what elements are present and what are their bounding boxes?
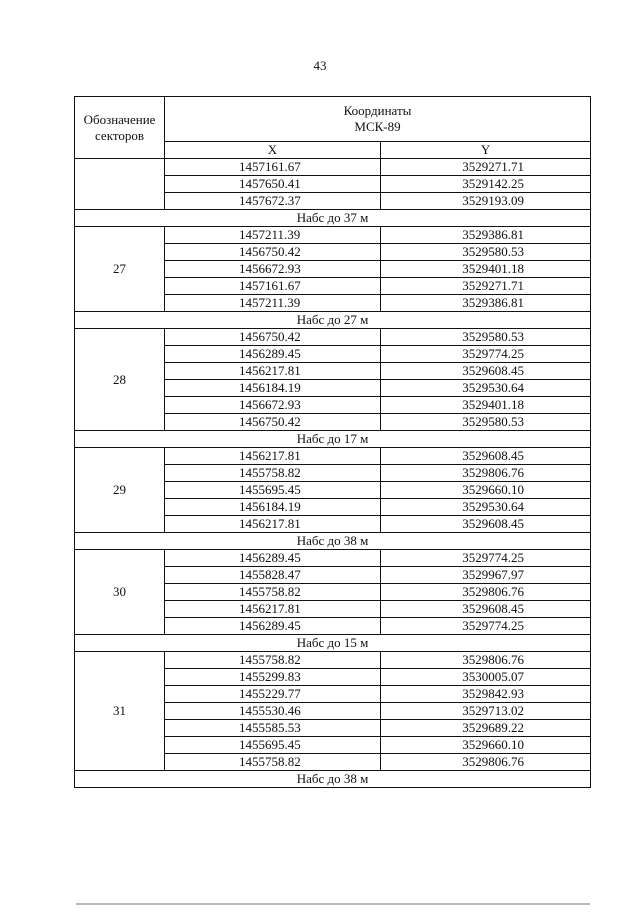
y-coordinate: 3529806.76 [381,584,591,601]
table-row [75,652,591,669]
coordinates-header [165,97,591,142]
depth-note: Набс до 38 м [75,533,591,550]
x-coordinate: 1457211.39 [165,295,381,312]
y-coordinate: 3529713.02 [381,703,591,720]
scan-edge-line [76,903,590,905]
y-coordinate: 3529806.76 [381,652,591,669]
x-coordinate: 1455299.83 [165,669,381,686]
depth-note-row [75,312,591,329]
table-row [75,227,591,244]
header-row [75,97,591,142]
y-coordinate: 3529580.53 [381,329,591,346]
y-coordinate: 3529271.71 [381,278,591,295]
x-coordinate: 1457211.39 [165,227,381,244]
y-header: Y [381,142,591,159]
table-row [75,159,591,176]
y-coordinate: 3529608.45 [381,363,591,380]
x-header: X [165,142,381,159]
y-coordinate: 3529401.18 [381,261,591,278]
sector-id: 30 [75,550,165,635]
sector-id: 28 [75,329,165,431]
depth-note: Набс до 27 м [75,312,591,329]
y-coordinate: 3529774.25 [381,618,591,635]
x-coordinate: 1456217.81 [165,601,381,618]
x-coordinate: 1455758.82 [165,584,381,601]
x-coordinate: 1455229.77 [165,686,381,703]
x-coordinate: 1456289.45 [165,618,381,635]
x-coordinate: 1455695.45 [165,482,381,499]
y-coordinate: 3529386.81 [381,295,591,312]
table-row [75,550,591,567]
y-coordinate: 3529608.45 [381,516,591,533]
y-coordinate: 3529193.09 [381,193,591,210]
y-coordinate: 3529967.97 [381,567,591,584]
y-coordinate: 3529806.76 [381,465,591,482]
x-coordinate: 1457161.67 [165,278,381,295]
y-coordinate: 3529401.18 [381,397,591,414]
y-coordinate: 3529580.53 [381,414,591,431]
x-coordinate: 1456750.42 [165,329,381,346]
x-coordinate: 1456289.45 [165,346,381,363]
sector-id: 29 [75,448,165,533]
depth-note: Набс до 38 м [75,771,591,788]
page-number: 43 [313,58,327,73]
depth-note: Набс до 17 м [75,431,591,448]
depth-note-row [75,771,591,788]
y-coordinate: 3529660.10 [381,482,591,499]
x-coordinate: 1455758.82 [165,465,381,482]
table-row [75,448,591,465]
y-coordinate: 3529774.25 [381,346,591,363]
x-coordinate: 1455585.53 [165,720,381,737]
y-coordinate: 3529530.64 [381,499,591,516]
table-body [75,97,591,788]
depth-note-row [75,431,591,448]
depth-note-row [75,635,591,652]
x-coordinate: 1455695.45 [165,737,381,754]
y-coordinate: 3529386.81 [381,227,591,244]
coordinate-system: МСК-89 [354,119,401,134]
x-coordinate: 1455758.82 [165,652,381,669]
x-coordinate: 1457161.67 [165,159,381,176]
coordinates-title: Координаты [343,103,412,118]
sector-id: 31 [75,652,165,771]
y-coordinate: 3529580.53 [381,244,591,261]
depth-note-row [75,533,591,550]
x-coordinate: 1455828.47 [165,567,381,584]
y-coordinate: 3529142.25 [381,176,591,193]
sector-id [75,159,165,210]
y-coordinate: 3529608.45 [381,448,591,465]
x-coordinate: 1455530.46 [165,703,381,720]
x-coordinate: 1456672.93 [165,397,381,414]
depth-note-row [75,210,591,227]
x-coordinate: 1456217.81 [165,363,381,380]
x-coordinate: 1456184.19 [165,380,381,397]
x-coordinate: 1456217.81 [165,448,381,465]
y-coordinate: 3529689.22 [381,720,591,737]
y-coordinate: 3529608.45 [381,601,591,618]
depth-note: Набс до 37 м [75,210,591,227]
x-coordinate: 1456672.93 [165,261,381,278]
y-coordinate: 3529806.76 [381,754,591,771]
x-coordinate: 1456750.42 [165,244,381,261]
x-coordinate: 1456750.42 [165,414,381,431]
x-coordinate: 1455758.82 [165,754,381,771]
y-coordinate: 3529660.10 [381,737,591,754]
depth-note: Набс до 15 м [75,635,591,652]
sector-header: Обозначение секторов [75,97,165,159]
sector-id: 27 [75,227,165,312]
coordinates-table [74,96,591,788]
y-coordinate: 3530005.07 [381,669,591,686]
y-coordinate: 3529774.25 [381,550,591,567]
table-row [75,329,591,346]
x-coordinate: 1456217.81 [165,516,381,533]
y-coordinate: 3529842.93 [381,686,591,703]
x-coordinate: 1456184.19 [165,499,381,516]
y-coordinate: 3529271.71 [381,159,591,176]
x-coordinate: 1457650.41 [165,176,381,193]
x-coordinate: 1456289.45 [165,550,381,567]
x-coordinate: 1457672.37 [165,193,381,210]
y-coordinate: 3529530.64 [381,380,591,397]
